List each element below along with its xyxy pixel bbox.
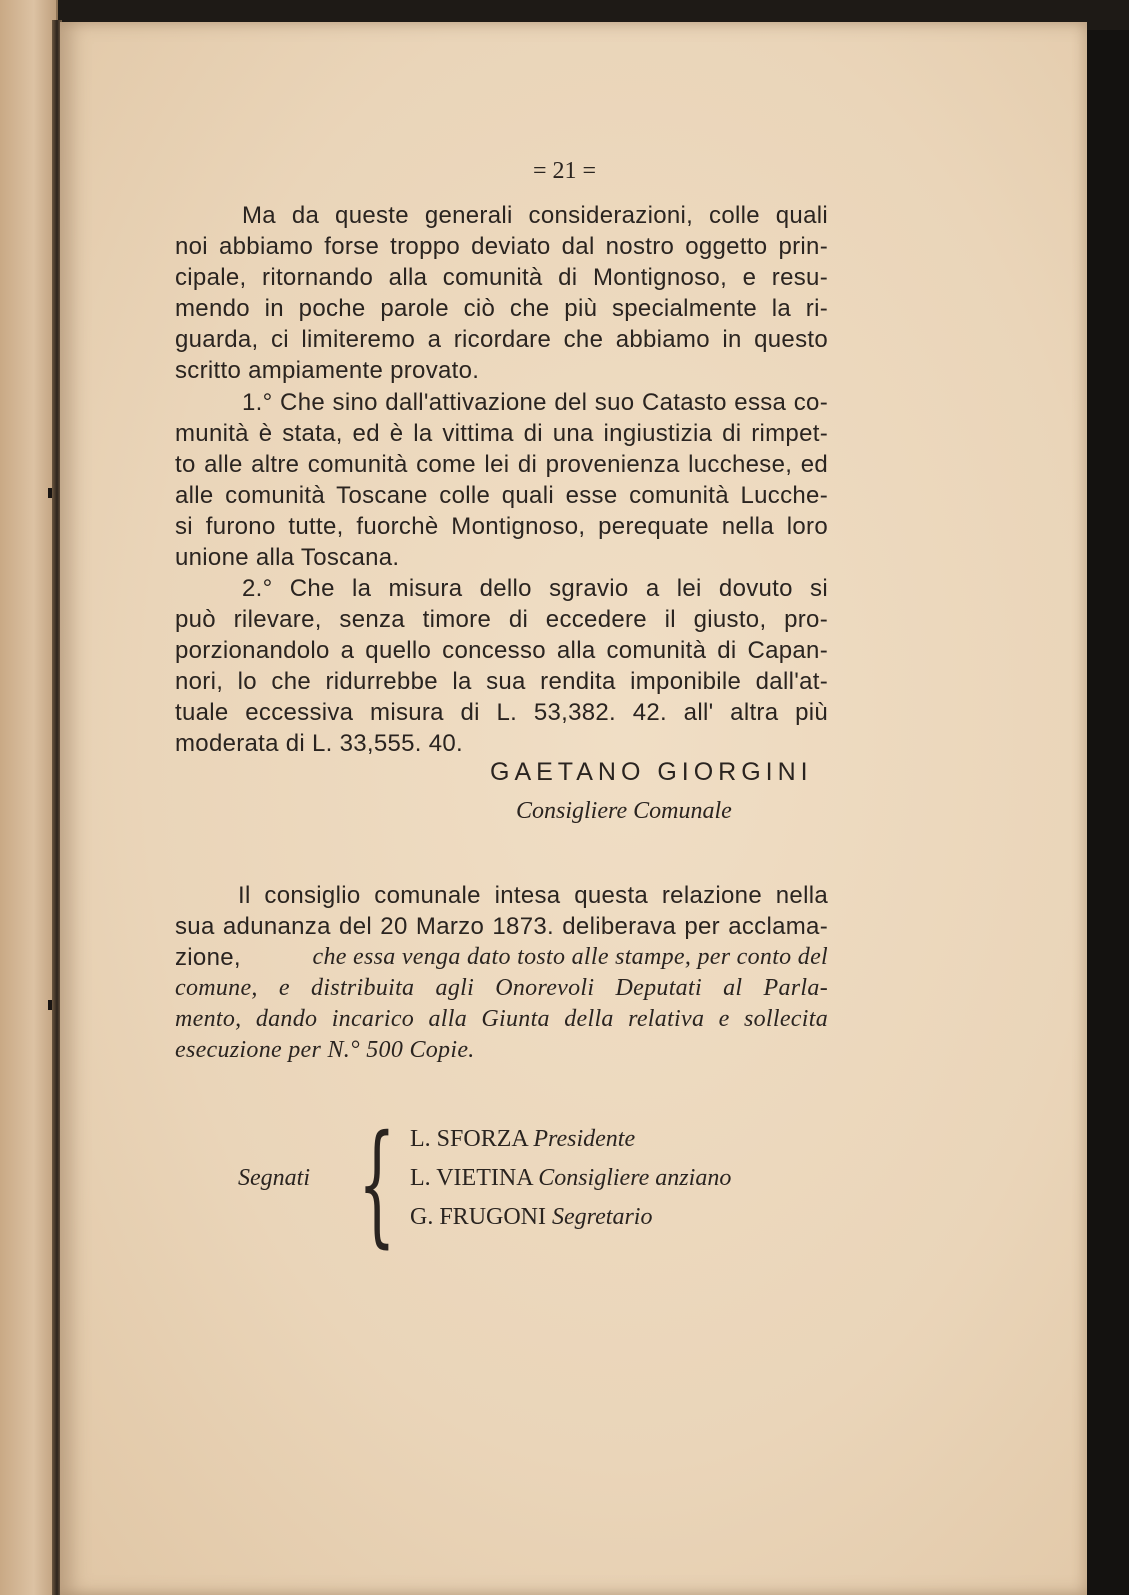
signer-row — [410, 1204, 652, 1231]
text-segment: zione, — [175, 944, 241, 971]
signer-role: Presidente — [533, 1126, 636, 1152]
text-line: alle comunità Toscane colle quali esse comunità Lucche- — [175, 482, 828, 509]
signer-row — [410, 1126, 635, 1153]
text-line: to alle altre comunità come lei di provenienza lucchese, ed — [175, 451, 828, 478]
text-line: Ma da queste generali considerazioni, colle quali — [242, 202, 828, 229]
page-number: = 21 = — [532, 158, 597, 184]
text-line: Il consiglio comunale intesa questa relazione nella — [238, 882, 828, 909]
text-line: munità è stata, ed è la vittima di una ingiustizia di rimpet- — [175, 420, 828, 447]
text-line: noi abbiamo forse troppo deviato dal nostro oggetto prin- — [175, 233, 828, 260]
binding-mark — [48, 1000, 52, 1010]
signer-role: Segretario — [552, 1204, 653, 1230]
text-line: 2.° Che la misura dello sgravio a lei dovuto si — [242, 575, 828, 602]
signed-label: Segnati — [238, 1165, 310, 1191]
text-line: guarda, ci limiteremo a ricordare che abbiamo in questo — [175, 326, 828, 353]
text-line: sua adunanza del 20 Marzo 1873. deliberava per acclama- — [175, 913, 828, 940]
text-line-italic: mento, dando incarico alla Giunta della relativa e sollecita — [175, 1006, 828, 1032]
binding-mark — [48, 488, 52, 498]
signer-name: L. VIETINA — [410, 1165, 533, 1191]
text-line: 1.° Che sino dall'attivazione del suo Catasto essa co- — [242, 389, 828, 416]
text-line: tuale eccessiva misura di L. 53,382. 42. all' altra più — [175, 699, 828, 726]
text-line-italic: esecuzione per N.° 500 Copie. — [175, 1037, 475, 1063]
signer-name: G. FRUGONI — [410, 1204, 547, 1230]
text-segment-italic: che essa venga dato tosto alle stampe, per conto del — [312, 944, 828, 970]
left-page-edge — [0, 0, 58, 1595]
text-line: porzionandolo a quello concesso alla comunità di Capan- — [175, 637, 828, 664]
signature-name: GAETANO GIORGINI — [490, 758, 813, 786]
brace-symbol: { — [358, 1107, 396, 1261]
signer-row — [410, 1165, 731, 1192]
signer-name: L. SFORZA — [410, 1126, 528, 1152]
text-line-italic: comune, e distribuita agli Onorevoli Deputati al Parla- — [175, 975, 828, 1001]
text-line: unione alla Toscana. — [175, 544, 400, 571]
signer-role: Consigliere anziano — [538, 1165, 732, 1191]
text-line: si furono tutte, fuorchè Montignoso, perequate nella loro — [175, 513, 828, 540]
text-line: può rilevare, senza timore di eccedere il giusto, pro- — [175, 606, 828, 633]
text-line: nori, lo che ridurrebbe la sua rendita imponibile dall'at- — [175, 668, 828, 695]
text-line: mendo in poche parole ciò che più specialmente la ri- — [175, 295, 828, 322]
background-edge — [1087, 30, 1129, 1595]
text-line: cipale, ritornando alla comunità di Montignoso, e resu- — [175, 264, 828, 291]
text-line: moderata di L. 33,555. 40. — [175, 730, 463, 757]
signature-role: Consigliere Comunale — [516, 798, 732, 824]
text-line: scritto ampiamente provato. — [175, 357, 480, 384]
text-line — [175, 944, 828, 972]
